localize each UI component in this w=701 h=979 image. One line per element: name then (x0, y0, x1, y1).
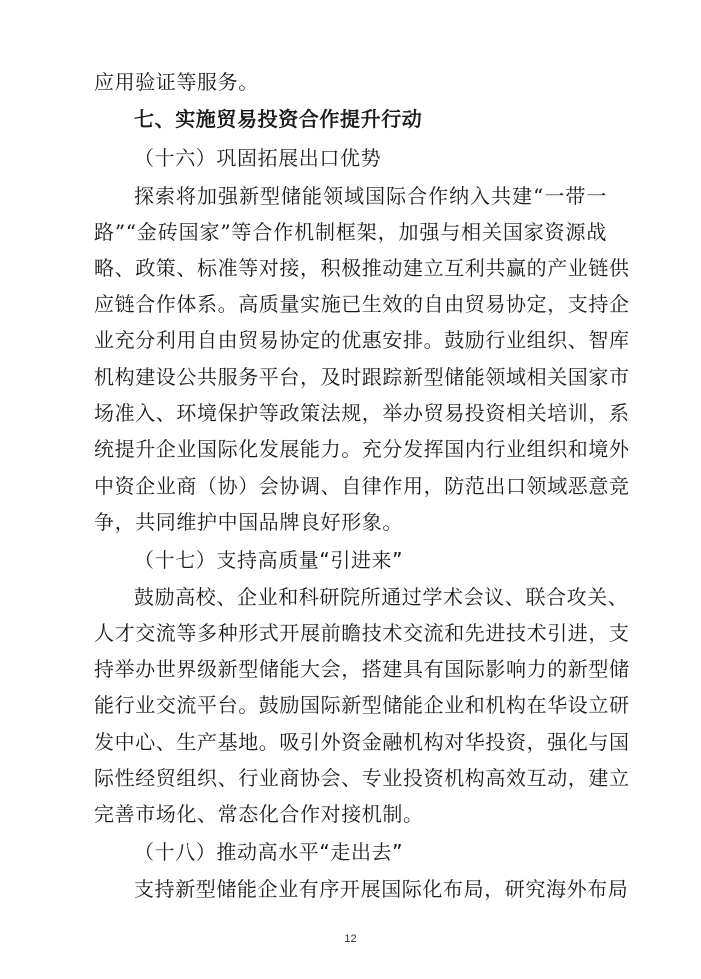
body-line: 应链合作体系。高质量实施已生效的自由贸易协定，支持企 (94, 292, 630, 316)
body-line: 发中心、生产基地。吸引外资金融机构对华投资，强化与国 (94, 730, 630, 754)
body-line: 中资企业商（协）会协调、自律作用，防范出口领域恶意竞 (94, 474, 630, 498)
body-line: 机构建设公共服务平台，及时跟踪新型储能领域相关国家市 (94, 365, 630, 389)
body-line: 持举办世界级新型储能大会，搭建具有国际影响力的新型储 (94, 657, 630, 681)
body-line: 场准入、环境保护等政策法规，举办贸易投资相关培训，系 (94, 401, 630, 425)
subsection-heading: （十八）推动高水平“走出去” (134, 840, 404, 864)
body-line: 际性经贸组织、行业商协会、专业投资机构高效互动，建立 (94, 766, 630, 790)
body-line: 统提升企业国际化发展能力。充分发挥国内行业组织和境外 (94, 437, 630, 461)
subsection-heading: （十六）巩固拓展出口优势 (134, 146, 382, 170)
page-number: 12 (344, 933, 357, 945)
body-line: 略、政策、标准等对接，积极推动建立互利共赢的产业链供 (94, 256, 630, 280)
body-line: 路”“金砖国家”等合作机制框架，加强与相关国家资源战 (94, 220, 607, 244)
subsection-heading: （十七）支持高质量“引进来” (134, 548, 404, 572)
body-line: 人才交流等多种形式开展前瞻技术交流和先进技术引进，支 (94, 621, 630, 645)
body-line: 业充分利用自由贸易协定的优惠安排。鼓励行业组织、智库 (94, 328, 630, 352)
body-line: 争，共同维护中国品牌良好形象。 (94, 510, 403, 534)
body-line: 能行业交流平台。鼓励国际新型储能企业和机构在华设立研 (94, 693, 630, 717)
body-line: 支持新型储能企业有序开展国际化布局，研究海外布局 (134, 877, 629, 901)
body-line: 探索将加强新型储能领域国际合作纳入共建“一带一 (134, 184, 607, 208)
section-heading: 七、实施贸易投资合作提升行动 (134, 107, 423, 131)
body-line: 鼓励高校、企业和科研院所通过学术会议、联合攻关、 (134, 585, 629, 609)
body-line: 应用验证等服务。 (94, 70, 259, 94)
body-line: 完善市场化、常态化合作对接机制。 (94, 802, 424, 826)
